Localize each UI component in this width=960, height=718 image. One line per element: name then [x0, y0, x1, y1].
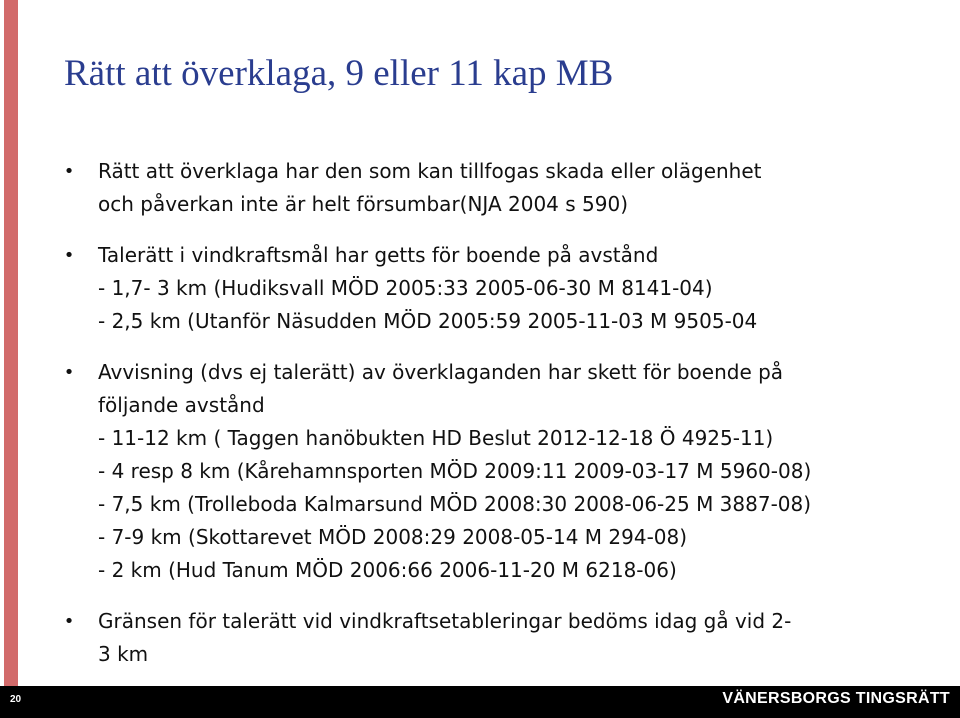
bullet-item-2 — [62, 239, 942, 338]
footer-bar — [0, 686, 960, 718]
bullet-dot-icon: • — [63, 611, 75, 632]
bullet-3-line-3: - 11-12 km ( Taggen hanöbukten HD Beslut 2012-12-18 Ö 4925-11) — [98, 426, 774, 450]
organization-name: VÄNERSBORGS TINGSRÄTT — [722, 690, 950, 707]
slide-title: Rätt att överklaga, 9 eller 11 kap MB — [64, 53, 614, 94]
bullet-3-line-5: - 7,5 km (Trolleboda Kalmarsund MÖD 2008:30 2008-06-25 M 3887-08) — [98, 492, 812, 516]
bullet-3-line-2: följande avstånd — [98, 393, 265, 417]
bullet-3-line-7: - 2 km (Hud Tanum MÖD 2006:66 2006-11-20 M 6218-06) — [98, 558, 677, 582]
bullet-3-line-6: - 7-9 km (Skottarevet MÖD 2008:29 2008-05-14 M 294-08) — [98, 525, 688, 549]
bullet-dot-icon: • — [63, 245, 75, 266]
bullet-item-3 — [62, 356, 942, 587]
bullet-dot-icon: • — [63, 161, 75, 182]
bullet-dot-icon: • — [63, 362, 75, 383]
bullet-2-line-1: Talerätt i vindkraftsmål har getts för boende på avstånd — [98, 243, 659, 267]
bullet-1-line-1: Rätt att överklaga har den som kan tillfogas skada eller olägenhet — [98, 159, 762, 183]
bullet-3-line-1: Avvisning (dvs ej talerätt) av överklaganden har skett för boende på — [98, 360, 784, 384]
bullet-item-1 — [62, 155, 942, 221]
page-number: 20 — [10, 694, 22, 705]
bullet-2-line-2: - 1,7- 3 km (Hudiksvall MÖD 2005:33 2005-06-30 M 8141-04) — [98, 276, 713, 300]
bullet-item-4 — [62, 605, 942, 671]
bullet-1-line-2: och påverkan inte är helt försumbar(NJA 2004 s 590) — [98, 192, 629, 216]
bullet-2-line-3: - 2,5 km (Utanför Näsudden MÖD 2005:59 2005-11-03 M 9505-04 — [98, 309, 758, 333]
bullet-3-line-4: - 4 resp 8 km (Kårehamnsporten MÖD 2009:11 2009-03-17 M 5960-08) — [98, 459, 812, 483]
slide-content — [62, 155, 942, 689]
bullet-4-line-1: Gränsen för talerätt vid vindkraftsetableringar bedöms idag gå vid 2- — [98, 609, 792, 633]
bullet-4-line-2: 3 km — [98, 642, 149, 666]
left-accent-bar — [4, 0, 18, 686]
